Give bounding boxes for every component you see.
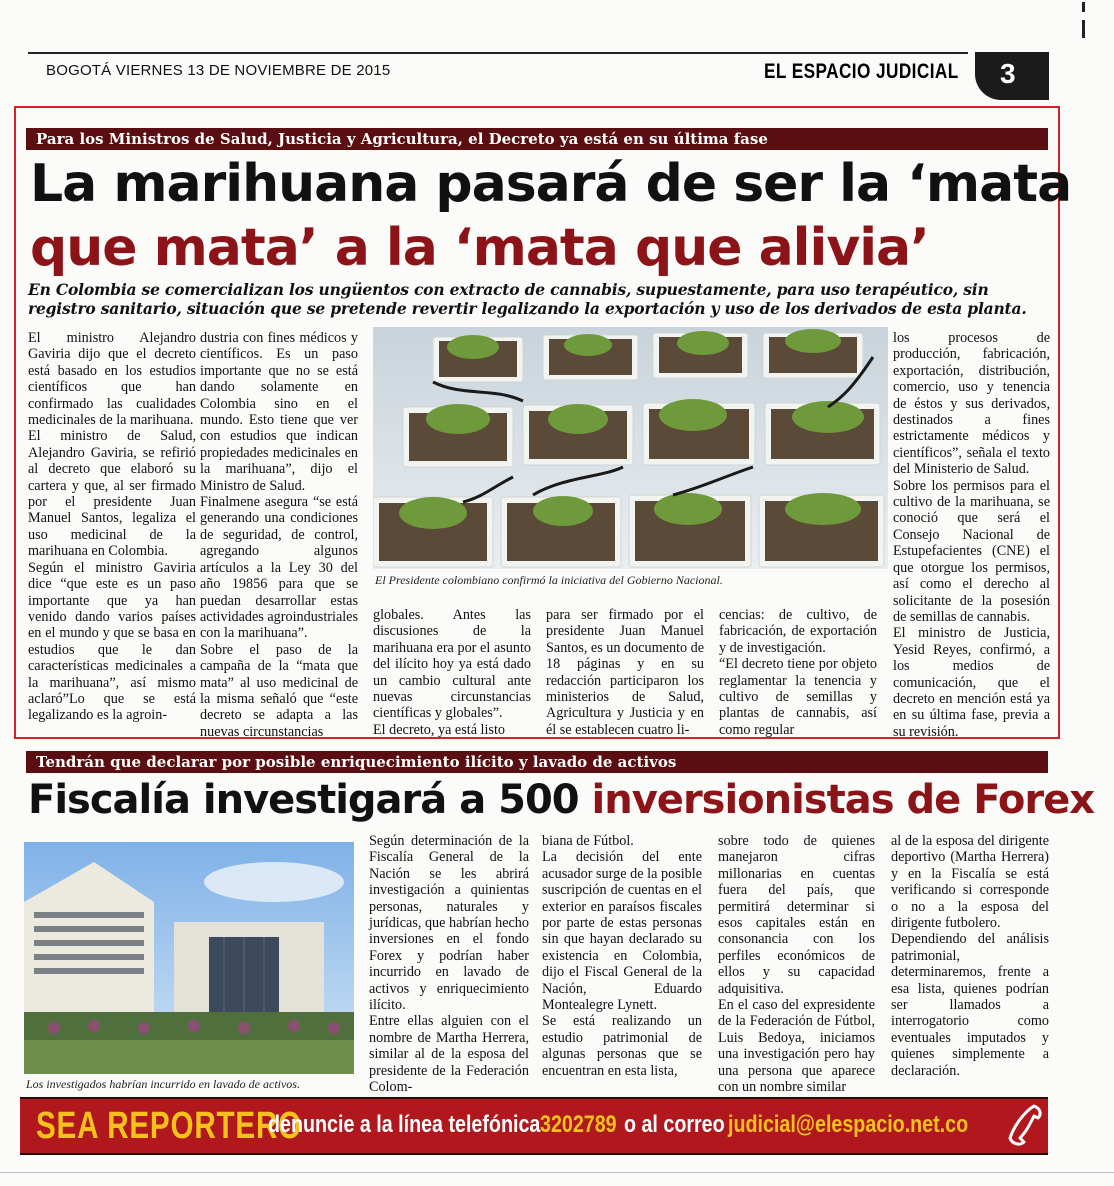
phone-handset-icon [1004,1102,1046,1148]
paragraph: Según determinación de la Fiscalía General de la Nación se les abrirá investigación a quinientas personas, naturales y jurídicas, que habrían hecho inversiones en el fondo Forex y podrían haber incurrido en lavado de activos y enriquecimiento ilícito. [369,833,529,1014]
banner-title: SEA REPORTERO [36,1105,302,1147]
issue-date: BOGOTÁ VIERNES 13 DE NOVIEMBRE DE 2015 [46,62,391,79]
paragraph: Sobre el paso de la campaña de la “mata que mata” al uso medicinal de la misma señaló que “este decreto se adapta a las nuevas circunstancias [200,641,358,740]
article2-headline-part1: Fiscalía investigará a 500 [28,777,579,823]
article2-kicker: Tendrán que declarar por posible enriquecimiento ilícito y lavado de activos [26,751,1048,773]
article1-headline-line1 [30,152,1071,216]
article2-column-2 [542,833,702,1079]
article1-column-3 [373,607,531,738]
paragraph: dustria con fines médicos y científicos. Es un paso importante que no se está dando solamente en Colombia sino en el mundo. Esto tiene que ver con estudios que indican propiedades medicinales en la marihuana”, dijo el Ministro de Salud. [200,330,358,494]
article2-photo-caption: Los investigados habrían incurrido en lavado de activos. [26,1077,300,1091]
cannabis-plants-photo [373,327,888,569]
article2-headline [28,774,1094,826]
bottom-rule [0,1172,1114,1173]
article1-column-5 [719,607,877,738]
masthead-rule [28,52,968,54]
paragraph: biana de Fútbol. [542,833,634,849]
paragraph: Sobre los permisos para el cultivo de la marihuana, se conoció que será el Consejo Nacional de Estupefacientes (CNE) el que otorgue los permisos, así como el derecho al solicitante de la posesión de semillas de cannabis. [893,477,1050,625]
article2-column-4 [891,833,1049,1079]
paragraph: El ministro de Justicia, Yesid Reyes, confirmó, a los medios de comunicación, que el decreto en mención está ya en su última fase, previa a su revisión. [893,625,1050,740]
paragraph: El ministro de Salud, Alejandro Gaviria, se refirió al decreto que elaboró su cartera y que, al ser firmado por el presidente Juan Manuel Santos, legaliza el uso medicinal de la marihuana en Colombia. [28,428,196,560]
paragraph: El decreto, ya está listo [373,721,505,738]
article1-kicker: Para los Ministros de Salud, Justicia y Agricultura, el Decreto ya está en su última fase [26,128,1048,150]
paragraph: La decisión del ente acusador surge de la posible suscripción de cuentas en el exterior en paraísos fiscales por parte de estas personas sin que hayan declarado su existencia en Colombia, dijo el Fiscal General de la Nación, Eduardo Montealegre Lynett. [542,849,702,1014]
paragraph: Finalmene asegura “se está generando una condiciones de seguridad, de control, agregando algunos artículos a la Ley 30 del año 19856 para que se puedan desarrollar estas actividades agroindustriales con la marihuana”. [200,494,358,642]
banner-phone: 3202789 [540,1111,617,1138]
paragraph: “El decreto tiene por objeto reglamentar la tenencia y cultivo de semillas y plantas de cannabis, así como regular [719,656,877,738]
paragraph: El ministro Alejandro Gaviria dijo que el decreto está basado en los estudios científicos que han confirmado las cualidades medicinales de la marihuana. [28,330,196,429]
banner-text-2: o al correo [624,1111,725,1138]
paragraph: En el caso del expresidente de la Federación de Fútbol, Luis Bedoya, iniciamos una investigación pero hay una persona que aparece con un nombre similar [718,997,875,1096]
article2-column-1 [369,833,529,1096]
article1-headline-line2 [30,216,929,280]
article1-column-4 [546,607,704,738]
paragraph: sobre todo de quienes manejaron cifras millonarias en cuentas fuera del país, que permitirá determinar si esos capitales están en consonancia con los perfiles económicos de ellos y su capacidad adquisitiva. [718,833,875,997]
fiscalia-building-photo [24,842,354,1074]
paragraph: cencias: de cultivo, de fabricación, de exportación y de investigación. [719,607,877,656]
article2-column-3 [718,833,875,1096]
paragraph: Se está realizando un estudio patrimonial de algunas personas que se encuentran en esta lista, [542,1013,702,1079]
banner-email: judicial@elespacio.net.co [728,1111,969,1138]
article1-headline-text1: La marihuana pasará de ser la ‘mata [30,154,1072,214]
article2-headline-part2: inversionistas de Forex [591,777,1095,823]
article1-column-6 [893,330,1050,740]
article1-photo-caption: El Presidente colombiano confirmó la iniciativa del Gobierno Nacional. [375,573,723,587]
paragraph: globales. Antes las discusiones de la marihuana era por el asunto del ilícito hoy ya está dado un cambio cultural ante nuevas circunstancias científicas y globales”. [373,607,531,722]
article1-column-2 [200,330,358,740]
crop-mark [1080,2,1088,38]
article1-deck: En Colombia se comercializan los ungüentos con extracto de cannabis, supuestamente, para uso terapéutico, sin registro sanitario, situación que se pretende revertir legalizando la exportación y uso de los derivados de esta planta. [28,280,1027,318]
paragraph: al de la esposa del dirigente deportivo (Martha Herrera) y en la Fiscalía se está verificando si corresponde o no a la esposa del dirigente futbolero. [891,833,1049,932]
section-name: EL ESPACIO JUDICIAL [764,60,959,83]
paragraph: para ser firmado por el presidente Juan Manuel Santos, es un documento de 18 páginas y en su redacción participaron los ministerios de Salud, Agricultura y Justicia y en él se establecen cuatro li- [546,607,705,738]
page-number: 3 [1000,58,1016,89]
paragraph: Según el ministro Gaviria dice “que este es un paso importante que ya han venido dando varios países en el mundo y que se basa en estudios que le dan características medicinales a la marihuana”, así mismo aclaró”Lo que se está legalizando es la agroin- [28,559,196,724]
paragraph: Dependiendo del análisis patrimonial, determinaremos, frente a esa lista, quienes podrían ser llamados a interrogatorio como eventuales imputados y quienes simplemente a declaración. [891,931,1049,1079]
banner-text-1: denuncie a la línea telefónica [268,1111,541,1138]
article1-headline-text2: que mata’ a la ‘mata que alivia’ [30,218,929,278]
paragraph: Entre ellas alguien con el nombre de Martha Herrera, similar al de la esposa del presidente de la Federación Colom- [369,1013,529,1096]
paragraph: los procesos de producción, fabricación, exportación, distribución, comercio, uso y tenencia de éstos y sus derivados, destinados a fines estrictamente médicos y científicos”, señala el texto del Ministerio de Salud. [893,330,1050,478]
article1-column-1 [28,330,196,724]
